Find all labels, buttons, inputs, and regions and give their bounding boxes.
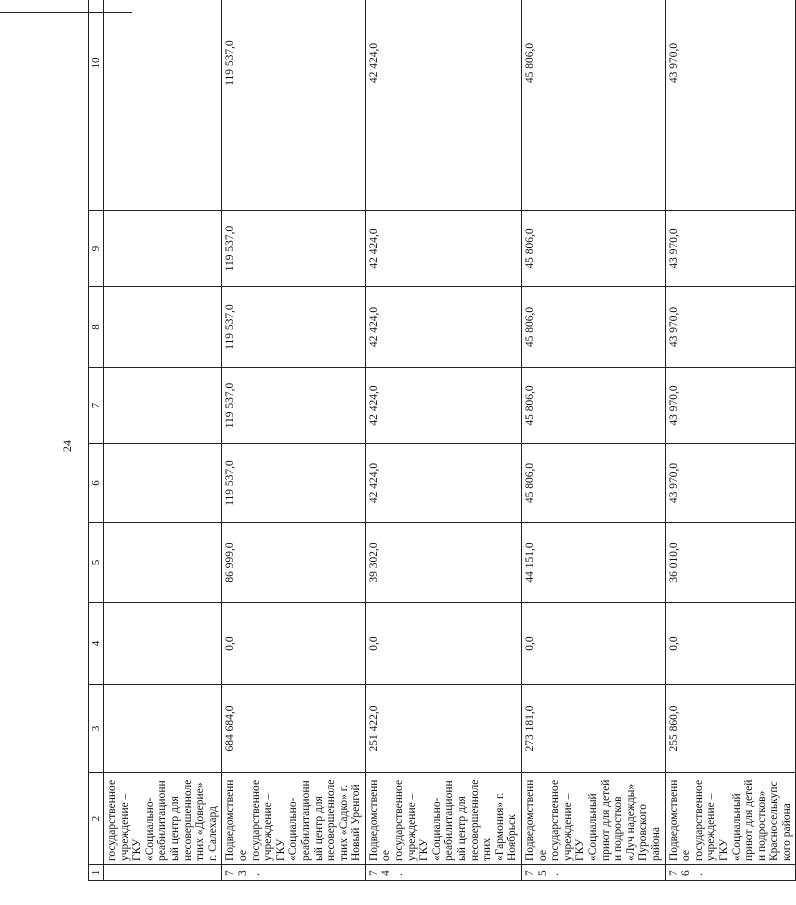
institution-name: Подведомственное государственное учреждение – ГКУ «Социальный приют для детей и подростков» Красноселькупского района <box>665 773 796 865</box>
header-row <box>89 0 104 881</box>
institution-name: Подведомственное государственное учреждение – ГКУ «Социально-реабилитационный центр для несовершеннолетних «Гармония» г. Ноябрьск <box>365 773 521 865</box>
col-header: 9 <box>89 211 104 287</box>
cell: 0,0 <box>522 603 666 685</box>
cell: 43 970,0 <box>665 287 796 368</box>
cell: 684 684,0 <box>222 685 366 773</box>
rotated-table-wrapper <box>88 16 793 881</box>
cell: 255 860,0 <box>665 685 796 773</box>
cell: 0,0 <box>222 603 366 685</box>
cell: 44 151,0 <box>522 523 666 603</box>
institution-name: Подведомственное государственное учреждение – ГКУ «Социальный приют для детей и подростков «Луч надежды» Пуровского района <box>522 773 666 865</box>
cell <box>104 603 222 685</box>
cell: 45 806,0 <box>522 444 666 523</box>
cell: 119 537,0 <box>222 444 366 523</box>
col-header: 10 <box>89 0 104 211</box>
cell <box>104 444 222 523</box>
cell: 43 970,0 <box>665 368 796 444</box>
col-header: 2 <box>89 773 104 865</box>
institution-name: государственное учреждение – ГКУ «Социально-реабилитационный центр для несовершеннолетних «Доверие» г. Салехард <box>104 773 222 865</box>
institution-name: Подведомственное государственное учреждение – ГКУ «Социально-реабилитационный центр для несовершеннолетних «Садко» г. Новый Уренгой <box>222 773 366 865</box>
cell: 39 302,0 <box>365 523 521 603</box>
cell: 43 970,0 <box>665 211 796 287</box>
cell: 273 181,0 <box>522 685 666 773</box>
cell <box>104 287 222 368</box>
col-header: 7 <box>89 368 104 444</box>
table-row <box>222 0 366 881</box>
cell: 119 537,0 <box>222 287 366 368</box>
cell: 45 806,0 <box>522 211 666 287</box>
row-number: 73. <box>222 865 366 881</box>
cell: 42 424,0 <box>365 211 521 287</box>
cell: 86 999,0 <box>222 523 366 603</box>
col-header: 8 <box>89 287 104 368</box>
cell <box>104 523 222 603</box>
cell: 0,0 <box>665 603 796 685</box>
cell <box>104 0 222 211</box>
cell: 36 010,0 <box>665 523 796 603</box>
cell: 251 422,0 <box>365 685 521 773</box>
cell: 43 970,0 <box>665 444 796 523</box>
col-header: 3 <box>89 685 104 773</box>
row-number <box>104 865 222 881</box>
cell <box>104 211 222 287</box>
row-number: 75. <box>522 865 666 881</box>
cell: 0,0 <box>365 603 521 685</box>
row-number: 76. <box>665 865 796 881</box>
cell: 119 537,0 <box>222 0 366 211</box>
table-area <box>88 16 793 881</box>
col-header: 4 <box>89 603 104 685</box>
col-header: 1 <box>89 865 104 881</box>
table-row <box>104 0 222 881</box>
page-number: 24 <box>60 440 74 452</box>
table-row <box>365 0 521 881</box>
cell <box>104 685 222 773</box>
col-header: 5 <box>89 523 104 603</box>
cell: 43 970,0 <box>665 0 796 211</box>
table-row <box>665 0 796 881</box>
cell <box>104 368 222 444</box>
cell: 42 424,0 <box>365 0 521 211</box>
cell: 42 424,0 <box>365 444 521 523</box>
cell: 42 424,0 <box>365 368 521 444</box>
col-header: 6 <box>89 444 104 523</box>
table-row <box>522 0 666 881</box>
cell: 42 424,0 <box>365 287 521 368</box>
cell: 45 806,0 <box>522 368 666 444</box>
cell: 119 537,0 <box>222 211 366 287</box>
cell: 45 806,0 <box>522 287 666 368</box>
cell: 119 537,0 <box>222 368 366 444</box>
row-number: 74. <box>365 865 521 881</box>
cell: 45 806,0 <box>522 0 666 211</box>
budget-table <box>88 0 796 881</box>
